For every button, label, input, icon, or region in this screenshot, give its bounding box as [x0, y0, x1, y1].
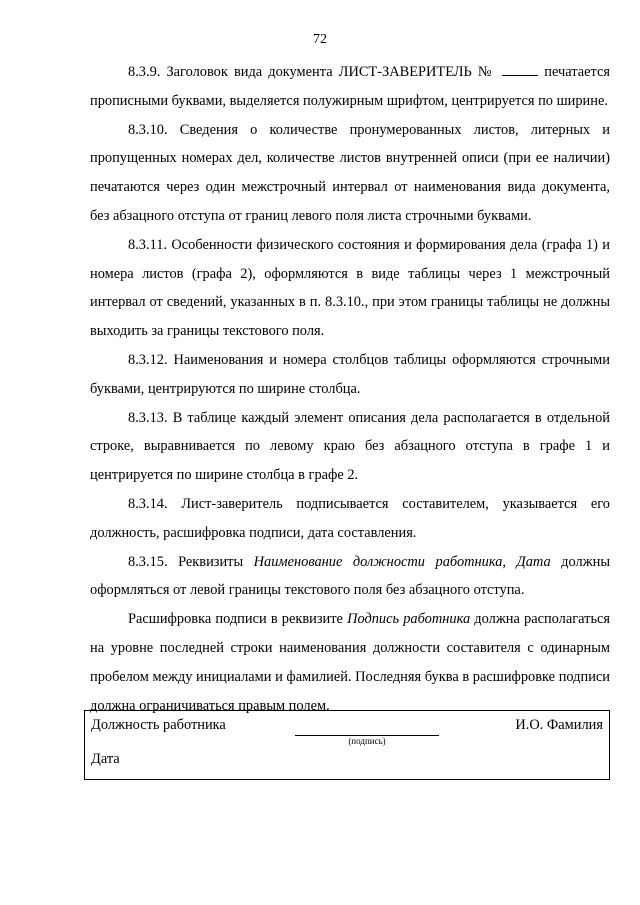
position-label: Должность работника [91, 717, 226, 733]
blank-number-line [502, 65, 538, 76]
italic-text: Подпись работника [347, 611, 471, 628]
paragraph-text: 8.3.10. Сведения о количестве пронумерованных листов, литерных и пропущенных номерах дел, количестве листов внутренней описи (при ее наличии) печатаются через один межстрочный интервал от наименования вида документа, без абзацного отступа от границ левого поля листа строчными буквами. [90, 121, 610, 224]
paragraph-text: должна располагаться на уровне последней строки наименования должности составителя с одинарным пробелом между инициалами и фамилией. Последняя буква в расшифровке подписи должна ограничиваться правым полем. [90, 611, 611, 714]
paragraph-text: 8.3.9. Заголовок вида документа ЛИСТ-ЗАВЕРИТЕЛЬ № [128, 64, 501, 80]
paragraph-text: 8.3.15. Реквизиты [128, 553, 254, 570]
paragraph [90, 58, 610, 116]
page-number: 72 [313, 32, 327, 47]
paragraph [90, 231, 610, 346]
paragraph [90, 404, 610, 490]
paragraph [90, 490, 610, 548]
paragraph [90, 116, 610, 231]
italic-text: Наименование должности работника, Дата [253, 553, 551, 570]
body-text [90, 58, 610, 720]
paragraph-text: Расшифровка подписи в реквизите [128, 611, 348, 628]
signature-sample-box [84, 710, 610, 780]
paragraph-text: 8.3.14. Лист-заверитель подписывается составителем, указывается его должность, расшифровка подписи, дата составления. [90, 495, 610, 541]
paragraph-text: должны оформляться от левой границы текстового поля без абзацного отступа. [90, 553, 611, 599]
paragraph-text: 8.3.11. Особенности физического состояния и формирования дела (графа 1) и номера листов (графа 2), оформляются в виде таблицы через 1 межстрочный интервал от сведений, указанных в п. 8.3.10., при этом границы таблицы не должны выходить за границы текстового поля. [90, 236, 610, 340]
paragraph-text: печатается прописными буквами, выделяется полужирным шрифтом, центрируется по ширине. [90, 64, 610, 109]
paragraph [90, 605, 610, 720]
paragraph-text: 8.3.12. Наименования и номера столбцов таблицы оформляются строчными буквами, центрируются по ширине столбца. [90, 351, 610, 397]
paragraph [90, 548, 610, 606]
paragraph-text: 8.3.13. В таблице каждый элемент описания дела располагается в отдельной строке, выравнивается по левому краю без абзацного отступа в графе 1 и центрируется по ширине столбца в графе 2. [90, 409, 610, 484]
name-label: И.О. Фамилия [515, 717, 603, 733]
paragraph [90, 346, 610, 404]
signature-caption: (подпись) [348, 736, 386, 746]
date-label: Дата [91, 751, 120, 767]
